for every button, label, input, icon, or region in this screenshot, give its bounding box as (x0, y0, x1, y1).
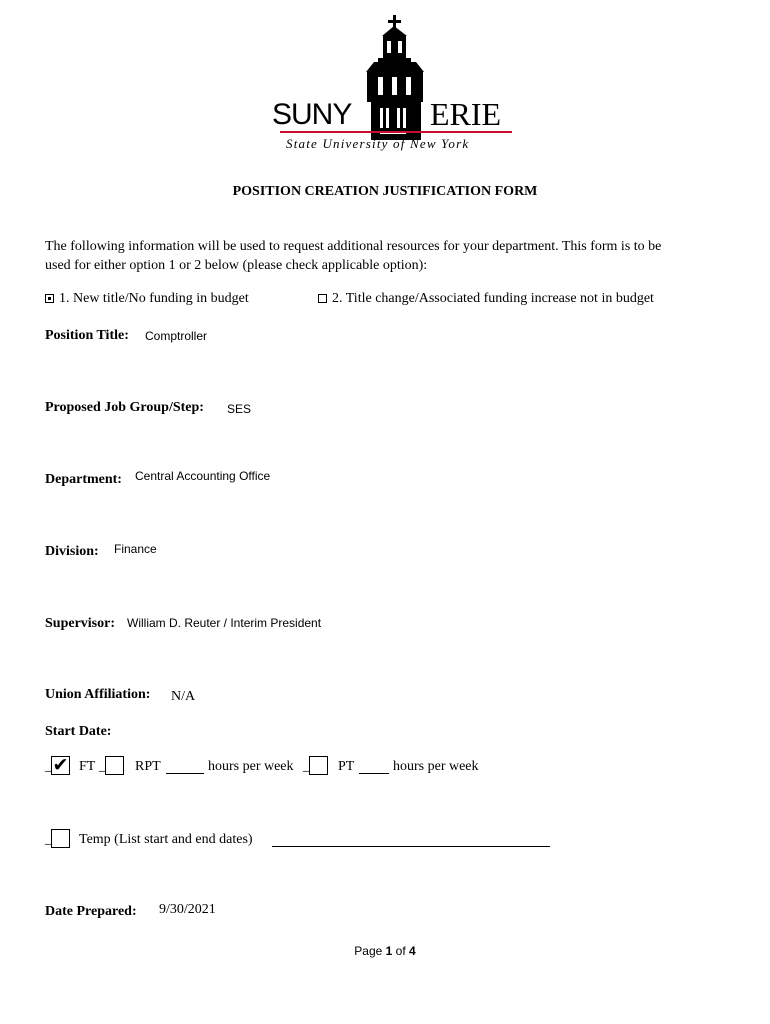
supervisor-label: Supervisor: (45, 616, 115, 631)
page-footer (0, 944, 770, 958)
ft-label: FT (79, 759, 96, 774)
page-number: 1 (385, 944, 393, 958)
rpt-hours-blank[interactable] (166, 761, 204, 774)
job-group-label: Proposed Job Group/Step: (45, 400, 204, 415)
position-title-value[interactable]: Comptroller (145, 329, 208, 343)
pt-hours-label: hours per week (393, 759, 479, 774)
logo-erie-text: ERIE (430, 96, 502, 132)
temp-checkbox[interactable] (51, 829, 70, 848)
pt-label: PT (338, 759, 355, 774)
pt-checkbox[interactable] (309, 756, 328, 775)
option-1-label: 1. New title/No funding in budget (59, 291, 249, 306)
temp-label: Temp (List start and end dates) (79, 832, 253, 847)
option-1[interactable] (45, 291, 249, 307)
college-logo (270, 12, 520, 157)
division-label: Division: (45, 544, 99, 559)
intro-line-1: The following information will be used to request additional resources for your department. This form is to be (45, 239, 662, 254)
temp-row: _ Temp (List start and end dates) (45, 832, 565, 852)
option-2[interactable] (318, 291, 654, 307)
option-2-checkbox[interactable] (318, 294, 327, 303)
page-total: 4 (409, 944, 416, 958)
rpt-checkbox[interactable] (105, 756, 124, 775)
rpt-label: RPT (135, 759, 161, 774)
option-1-checkbox[interactable] (45, 294, 54, 303)
of-word: of (395, 944, 406, 958)
logo-suny-text: SUNY (272, 98, 352, 131)
ft-checkbox[interactable]: ✔ (52, 754, 69, 776)
start-date-label: Start Date: (45, 724, 112, 739)
job-group-value[interactable]: SES (227, 402, 252, 416)
date-prepared-value[interactable]: 9/30/2021 (159, 902, 216, 917)
intro-line-2: used for either option 1 or 2 below (please check applicable option): (45, 258, 428, 273)
division-value[interactable]: Finance (114, 542, 157, 556)
option-2-label: 2. Title change/Associated funding increase not in budget (332, 291, 654, 306)
pt-hours-blank[interactable] (359, 761, 389, 774)
union-value[interactable]: N/A (171, 689, 196, 704)
temp-dates-blank[interactable] (272, 834, 550, 847)
logo-tagline: State University of New York (286, 136, 470, 151)
department-label: Department: (45, 472, 122, 487)
form-title: POSITION CREATION JUSTIFICATION FORM (232, 184, 538, 199)
rpt-hours-label: hours per week (208, 759, 294, 774)
department-value[interactable]: Central Accounting Office (135, 469, 271, 483)
date-prepared-label: Date Prepared: (45, 904, 137, 919)
union-label: Union Affiliation: (45, 687, 151, 702)
supervisor-value[interactable]: William D. Reuter / Interim President (127, 616, 322, 630)
page-word: Page (354, 944, 383, 958)
position-title-label: Position Title: (45, 328, 129, 343)
employment-type-row: _ ✔ FT _ RPT hours per week _ PT hours per week (45, 754, 479, 776)
